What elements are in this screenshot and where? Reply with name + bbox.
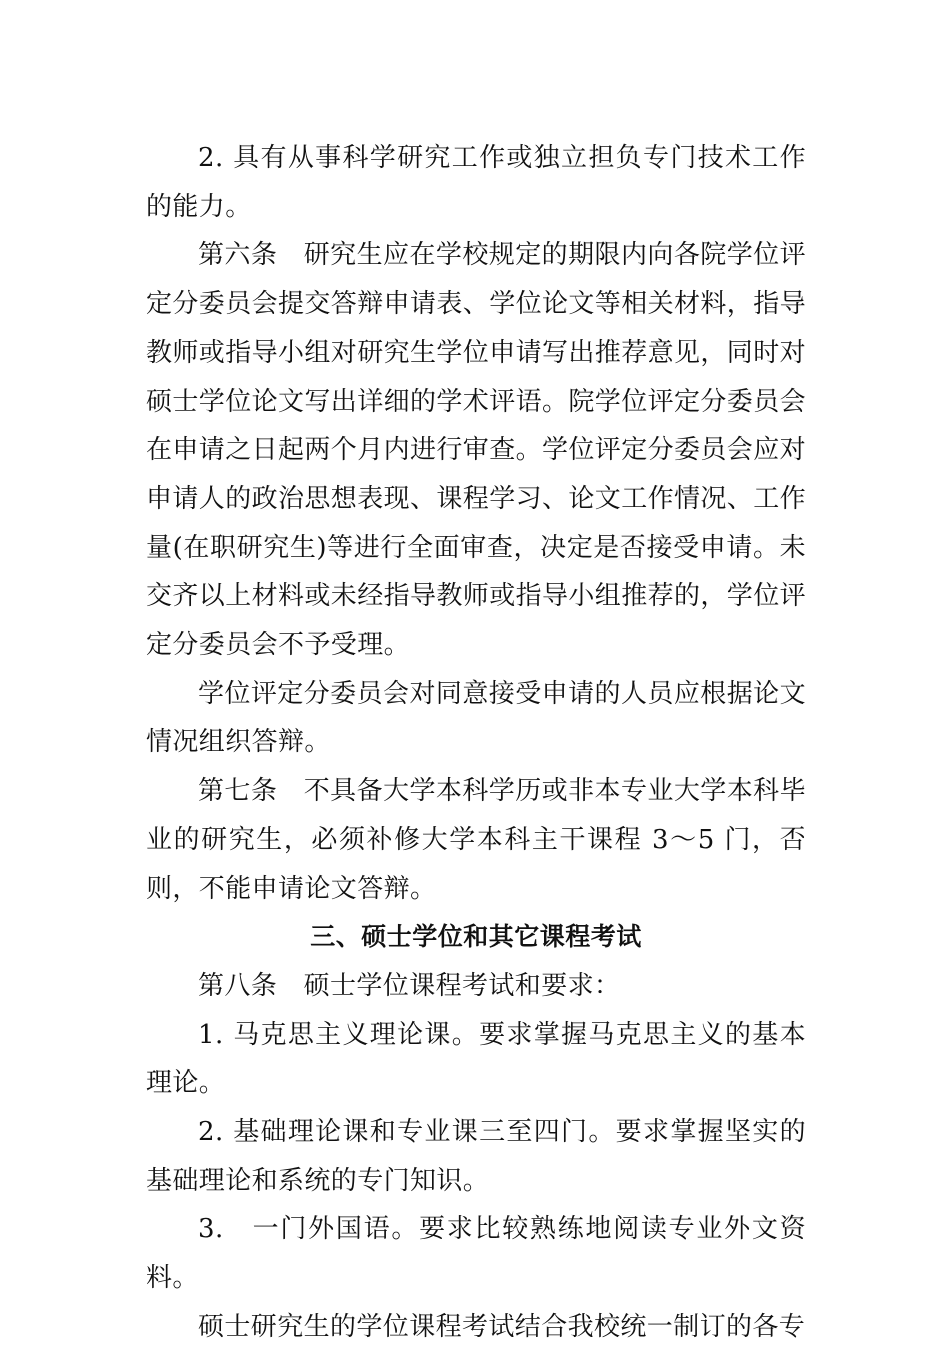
document-page xyxy=(146,134,806,1352)
paragraph-defense-organization: 学位评定分委员会对同意接受申请的人员应根据论文情况组织答辩。 xyxy=(146,678,806,758)
paragraph-item-1: 1. 马克思主义理论课。要求掌握马克思主义的基本理论。 xyxy=(146,1019,806,1099)
paragraph-article-8: 第八条 硕士学位课程考试和要求： xyxy=(198,970,621,1001)
paragraph-item-2: 2. 基础理论课和专业课三至四门。要求掌握坚实的基础理论和系统的专门知识。 xyxy=(146,1117,806,1196)
paragraph-capability: 2. 具有从事科学研究工作或独立担负专门技术工作的能力。 xyxy=(146,143,806,222)
paragraph-exam-note: 硕士研究生的学位课程考试结合我校统一制订的各专 xyxy=(198,1311,806,1342)
section-heading: 三、硕士学位和其它课程考试 xyxy=(310,922,642,952)
paragraph-article-6: 第六条 研究生应在学校规定的期限内向各院学位评定分委员会提交答辩申请表、学位论文等相关材料，指导教师或指导小组对研究生学位申请写出推荐意见，同时对硕士学位论文写出详细的学术评语。院学位评定分委员会在申请之日起两个月内进行审查。学位评定分委员会应对申请人的政治思想表现、课程学习、论文工作情况、工作量(在职研究生)等进行全面审查，决定是否接受申请。未交齐以上材料或未经指导教师或指导小组推荐的，学位评定分委员会不予受理。 xyxy=(146,240,807,661)
paragraph-article-7: 第七条 不具备大学本科学历或非本专业大学本科毕业的研究生，必须补修大学本科主干课程 3～5 门，否则，不能申请论文答辩。 xyxy=(146,776,806,904)
paragraph-item-3: 3. 一门外国语。要求比较熟练地阅读专业外文资料。 xyxy=(146,1214,806,1294)
